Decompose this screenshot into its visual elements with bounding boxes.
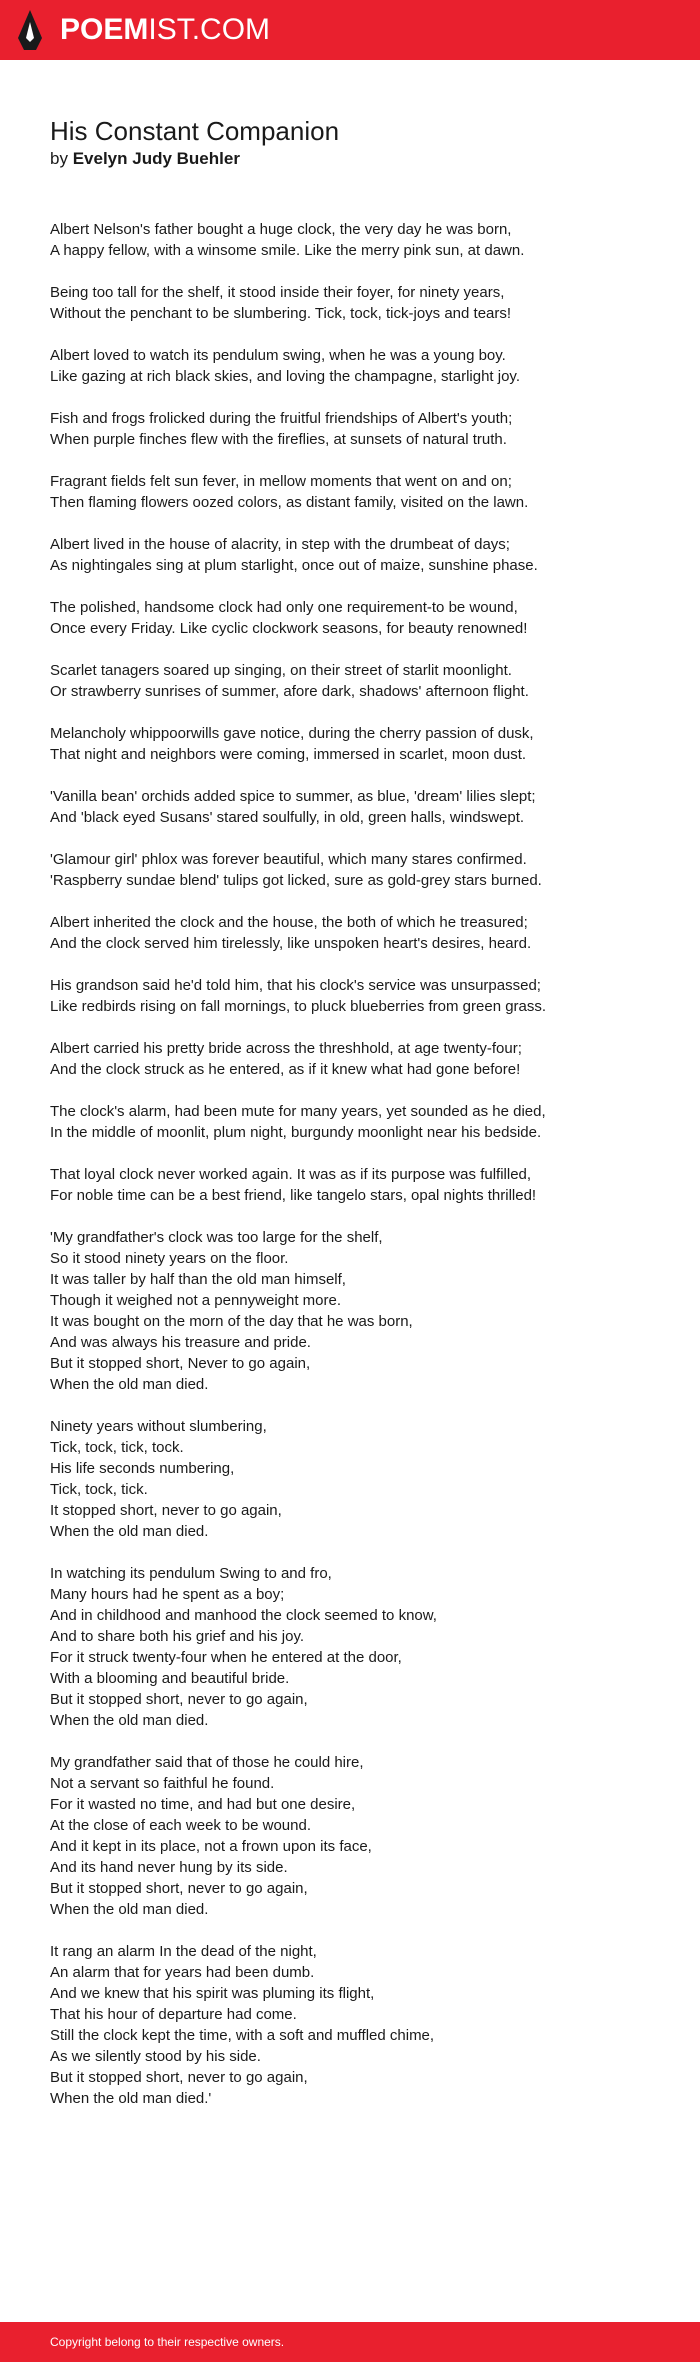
poem-line: With a blooming and beautiful bride.	[50, 1670, 290, 1687]
poem-stanza	[50, 1038, 570, 1080]
poem-line: Ninety years without slumbering,	[50, 1418, 267, 1435]
poem-line: Then flaming flowers oozed colors, as distant family, visited on the lawn.	[50, 494, 529, 511]
poem-line: 'Raspberry sundae blend' tulips got licked, sure as gold-grey stars burned.	[50, 872, 542, 889]
poem-title: His Constant Companion	[50, 116, 340, 146]
poem-stanza	[50, 723, 570, 765]
poem-stanza	[50, 975, 570, 1017]
poem-line: It stopped short, never to go again,	[50, 1502, 282, 1519]
poem-line: And the clock served him tirelessly, like unspoken heart's desires, heard.	[50, 935, 532, 952]
site-logo[interactable]	[60, 12, 270, 48]
poem-stanza	[50, 534, 570, 576]
poem-line: Albert lived in the house of alacrity, in step with the drumbeat of days;	[50, 536, 510, 553]
poem-line: 'Glamour girl' phlox was forever beautiful, which many stares confirmed.	[50, 851, 527, 868]
site-header	[0, 0, 700, 60]
poem-line: When the old man died.	[50, 1523, 209, 1540]
poem-stanza	[50, 1416, 570, 1542]
byline	[50, 148, 240, 170]
poem-line: But it stopped short, never to go again,	[50, 1880, 308, 1897]
poem-line: When purple finches flew with the fireflies, at sunsets of natural truth.	[50, 431, 507, 448]
poem-line: 'Vanilla bean' orchids added spice to summer, as blue, 'dream' lilies slept;	[50, 788, 536, 805]
poem-line: Being too tall for the shelf, it stood inside their foyer, for ninety years,	[50, 284, 505, 301]
poem-line: My grandfather said that of those he could hire,	[50, 1754, 364, 1771]
poem-line: But it stopped short, never to go again,	[50, 1691, 308, 1708]
poem-line: The polished, handsome clock had only one requirement-to be wound,	[50, 599, 518, 616]
poem-line: It was bought on the morn of the day that he was born,	[50, 1313, 413, 1330]
poem-stanza	[50, 597, 570, 639]
by-label: by	[50, 149, 68, 168]
poem-line: Fragrant fields felt sun fever, in mellow moments that went on and on;	[50, 473, 512, 490]
poem-line: The clock's alarm, had been mute for many years, yet sounded as he died,	[50, 1103, 546, 1120]
poem-stanza	[50, 1101, 570, 1143]
poem-stanza	[50, 912, 570, 954]
poem-stanza	[50, 660, 570, 702]
poem-stanza	[50, 345, 570, 387]
poem-line: It rang an alarm In the dead of the night,	[50, 1943, 317, 1960]
poem-line: Albert carried his pretty bride across the threshhold, at age twenty-four;	[50, 1040, 522, 1057]
poem-line: That his hour of departure had come.	[50, 2006, 297, 2023]
poem-line: And we knew that his spirit was pluming its flight,	[50, 1985, 375, 2002]
poem-line: Or strawberry sunrises of summer, afore dark, shadows' afternoon flight.	[50, 683, 529, 700]
poem-line: 'My grandfather's clock was too large for the shelf,	[50, 1229, 383, 1246]
author-name: Evelyn Judy Buehler	[72, 149, 240, 168]
poem-stanza	[50, 1941, 570, 2109]
logo-brand-light: IST.COM	[148, 13, 271, 46]
poem-stanza	[50, 282, 570, 324]
poem-stanza	[50, 1563, 570, 1731]
poem-line: For it wasted no time, and had but one desire,	[50, 1796, 356, 1813]
poem-line: When the old man died.	[50, 1376, 209, 1393]
poem-line: When the old man died.'	[50, 2090, 212, 2107]
poem-stanza	[50, 1227, 570, 1395]
poem-line: For noble time can be a best friend, like tangelo stars, opal nights thrilled!	[50, 1187, 537, 1204]
poem-line: Like redbirds rising on fall mornings, to pluck blueberries from green grass.	[50, 998, 547, 1015]
logo-brand-bold: POEM	[60, 13, 149, 46]
poem-line: And its hand never hung by its side.	[50, 1859, 288, 1876]
poem-line: An alarm that for years had been dumb.	[50, 1964, 315, 1981]
poem-line: Tick, tock, tick, tock.	[50, 1439, 184, 1456]
poem-line: For it struck twenty-four when he entered at the door,	[50, 1649, 402, 1666]
poem-stanza	[50, 786, 570, 828]
site-footer	[0, 2322, 700, 2362]
poem-line: Melancholy whippoorwills gave notice, during the cherry passion of dusk,	[50, 725, 534, 742]
poem-line: It was taller by half than the old man himself,	[50, 1271, 346, 1288]
poem-line: Once every Friday. Like cyclic clockwork seasons, for beauty renowned!	[50, 620, 528, 637]
poem-line: Still the clock kept the time, with a soft and muffled chime,	[50, 2027, 435, 2044]
poem-body	[50, 219, 570, 2130]
poem-line: And 'black eyed Susans' stared soulfully, in old, green halls, windswept.	[50, 809, 525, 826]
poem-line: And in childhood and manhood the clock seemed to know,	[50, 1607, 437, 1624]
poem-line: And was always his treasure and pride.	[50, 1334, 311, 1351]
poem-line: As nightingales sing at plum starlight, once out of maize, sunshine phase.	[50, 557, 538, 574]
poem-line: A happy fellow, with a winsome smile. Like the merry pink sun, at dawn.	[50, 242, 525, 259]
poem-line: And to share both his grief and his joy.	[50, 1628, 305, 1645]
poem-line: Albert Nelson's father bought a huge clock, the very day he was born,	[50, 221, 512, 238]
poem-line: Scarlet tanagers soared up singing, on their street of starlit moonlight.	[50, 662, 512, 679]
poem-line: Without the penchant to be slumbering. Tick, tock, tick-joys and tears!	[50, 305, 512, 322]
poem-line: Though it weighed not a pennyweight more.	[50, 1292, 342, 1309]
poem-line: And the clock struck as he entered, as if it knew what had gone before!	[50, 1061, 521, 1078]
poem-line: But it stopped short, Never to go again,	[50, 1355, 311, 1372]
poem-line: That loyal clock never worked again. It was as if its purpose was fulfilled,	[50, 1166, 532, 1183]
poem-stanza	[50, 219, 570, 261]
poem-stanza	[50, 1752, 570, 1920]
poem-line: Albert inherited the clock and the house, the both of which he treasured;	[50, 914, 528, 931]
poem-line: Like gazing at rich black skies, and loving the champagne, starlight joy.	[50, 368, 520, 385]
poem-line: Many hours had he spent as a boy;	[50, 1586, 285, 1603]
pen-nib-icon	[16, 8, 44, 52]
poem-line: When the old man died.	[50, 1712, 209, 1729]
poem-line: And it kept in its place, not a frown upon its face,	[50, 1838, 372, 1855]
poem-stanza	[50, 849, 570, 891]
poem-line: Albert loved to watch its pendulum swing, when he was a young boy.	[50, 347, 506, 364]
poem-line: When the old man died.	[50, 1901, 209, 1918]
poem-stanza	[50, 471, 570, 513]
poem-line: In the middle of moonlit, plum night, burgundy moonlight near his bedside.	[50, 1124, 542, 1141]
poem-line: But it stopped short, never to go again,	[50, 2069, 308, 2086]
poem-line: As we silently stood by his side.	[50, 2048, 261, 2065]
poem-line: Not a servant so faithful he found.	[50, 1775, 275, 1792]
poem-line: Fish and frogs frolicked during the fruitful friendships of Albert's youth;	[50, 410, 513, 427]
poem-line: At the close of each week to be wound.	[50, 1817, 311, 1834]
copyright-text: Copyright belong to their respective owners.	[50, 2335, 285, 2349]
poem-line: In watching its pendulum Swing to and fro,	[50, 1565, 332, 1582]
poem-line: His life seconds numbering,	[50, 1460, 235, 1477]
poem-line: His grandson said he'd told him, that his clock's service was unsurpassed;	[50, 977, 541, 994]
poem-stanza	[50, 1164, 570, 1206]
poem-stanza	[50, 408, 570, 450]
poem-line: So it stood ninety years on the floor.	[50, 1250, 289, 1267]
poem-line: Tick, tock, tick.	[50, 1481, 148, 1498]
poem-line: That night and neighbors were coming, immersed in scarlet, moon dust.	[50, 746, 527, 763]
